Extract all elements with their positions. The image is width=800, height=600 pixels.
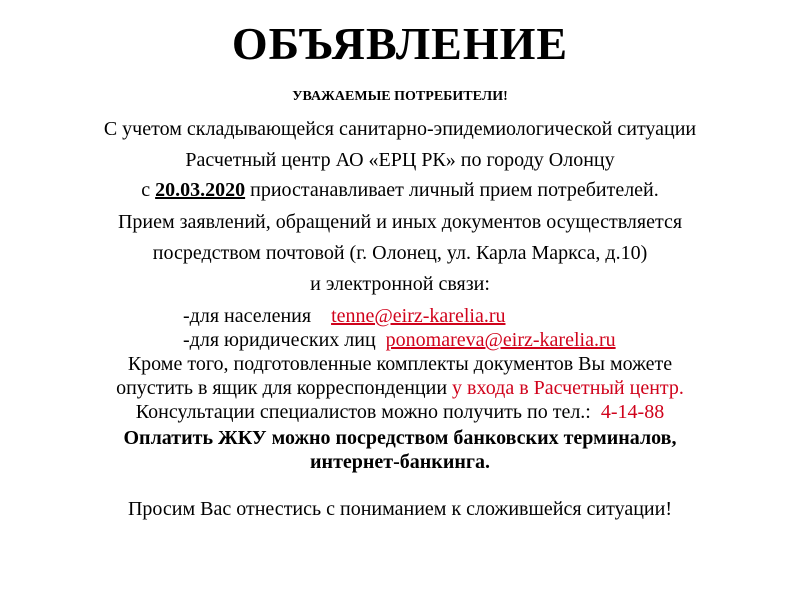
email-legal-link[interactable]: ponomareva@eirz-karelia.ru xyxy=(385,329,616,351)
email-population-row xyxy=(183,304,506,328)
greeting: УВАЖАЕМЫЕ ПОТРЕБИТЕЛИ! xyxy=(292,89,508,104)
text-line-5: посредством почтовой (г. Олонец, ул. Карла Маркса, д.10) xyxy=(152,242,648,264)
text-line-2: Расчетный центр АО «ЕРЦ РК» по городу Олонцу xyxy=(185,149,615,171)
text-line-4: Прием заявлений, обращений и иных документов осуществляется xyxy=(117,211,683,233)
consultation-phone[interactable]: 4-14-88 xyxy=(600,401,665,423)
closing-line: Просим Вас отнестись с пониманием к сложившейся ситуации! xyxy=(127,498,672,520)
suspension-date: 20.03.2020 xyxy=(155,179,246,201)
mailbox-location: у входа в Расчетный центр. xyxy=(452,377,684,399)
text-line-6: и электронной связи: xyxy=(310,273,490,295)
email-population-label: -для населения xyxy=(183,305,312,327)
payment-line-1: Оплатить ЖКУ можно посредством банковских терминалов, xyxy=(123,427,677,449)
text-line-3-prefix: с xyxy=(141,179,156,201)
text-line-3 xyxy=(0,178,800,202)
text-line-1: С учетом складывающейся санитарно-эпидемиологической ситуации xyxy=(103,118,697,140)
consultation-line xyxy=(0,400,800,424)
page-title: ОБЪЯВЛЕНИЕ xyxy=(231,18,569,69)
consultation-label: Консультации специалистов можно получить по тел.: xyxy=(135,401,591,423)
text-line-3-suffix: приостанавливает личный прием потребителей. xyxy=(245,179,659,201)
email-legal-row xyxy=(183,328,616,352)
mailbox-line-2 xyxy=(0,376,800,400)
email-legal-label: -для юридических лиц xyxy=(183,329,376,351)
email-population-link[interactable]: tenne@eirz-karelia.ru xyxy=(331,305,506,327)
payment-line-2: интернет-банкинга. xyxy=(310,451,490,473)
mailbox-line-2-text: опустить в ящик для корреспонденции xyxy=(116,377,453,399)
mailbox-line-1: Кроме того, подготовленные комплекты документов Вы можете xyxy=(127,353,673,375)
